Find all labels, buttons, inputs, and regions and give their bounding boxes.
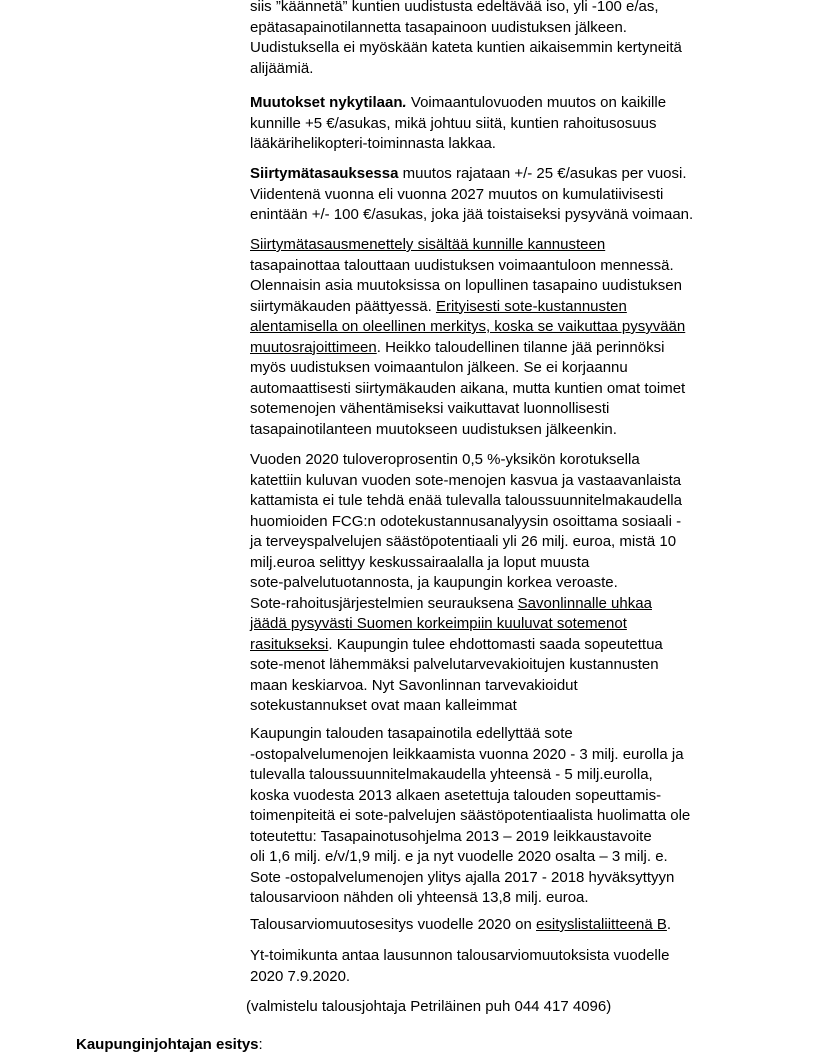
text-line: enintään +/- 100 €/asukas, joka jää toistaiseksi pysyvänä voimaan.	[250, 206, 694, 223]
text-line: Uudistuksella ei myöskään kateta kuntien aikaisemmin kertyneitä	[250, 39, 682, 56]
text-fragment: . Kaupungin tulee ehdottomasti saada sopeutettua	[328, 635, 663, 653]
underlined-text: Savonlinnalle uhkaa	[517, 594, 652, 612]
text-line	[250, 297, 730, 318]
heading-colon: :	[258, 1036, 263, 1053]
heading-bold: Kaupunginjohtajan esitys	[76, 1036, 259, 1053]
preparer-note: (valmistelu talousjohtaja Petriläinen puh 044 417 4096)	[246, 998, 612, 1015]
text-line: milj.euroa selittyy keskussairaalalla ja loput muusta	[250, 553, 590, 571]
text-line: koska vuodesta 2013 alkaen asetettuja talouden sopeuttamis-	[250, 786, 662, 804]
text-line: tulevalla taloussuunnitelmakaudella yhteensä - 5 milj.eurolla,	[250, 766, 653, 783]
underlined-line: jäädä pysyvästi Suomen korkeimpiin kuuluvat sotemenot	[250, 615, 627, 632]
underlined-text: Erityisesti sote-kustannusten	[435, 297, 627, 315]
paragraph-tax-rate	[250, 450, 730, 717]
text-line: -ostopalvelumenojen leikkaamista vuonna 2020 - 3 milj. eurolla ja	[250, 745, 684, 763]
bold-lead: Muutokset nykytilaan	[250, 94, 403, 111]
text-line: maan keskiarvoa. Nyt Savonlinnan tarvevakioidut	[250, 676, 578, 694]
text-line: huomioiden FCG:n odotekustannusanalyysin osoittama sosiaali -	[250, 512, 682, 530]
section-heading	[76, 1035, 263, 1056]
text-fragment: . Heikko taloudellinen tilanne jää perinnöksi	[376, 338, 665, 356]
text-line	[250, 164, 730, 185]
text-line	[250, 594, 730, 615]
text-line	[250, 635, 730, 656]
bold-lead: Siirtymätasauksessa	[250, 165, 399, 182]
text-fragment: siirtymäkauden päättyessä.	[250, 297, 436, 315]
paragraph-purchase-cuts	[250, 724, 730, 909]
text-line: talousarvioon nähden oli yhteensä 13,8 milj. euroa.	[250, 889, 589, 906]
text-fragment: Sote-rahoitusjärjestelmien seurauksena	[250, 594, 518, 612]
paragraph-transition-adjustment	[250, 164, 730, 226]
paragraph-current-changes	[250, 93, 730, 155]
text-line	[250, 93, 730, 114]
underlined-text: rasitukseksi	[250, 635, 329, 653]
text-line: Vuoden 2020 tuloveroprosentin 0,5 %-yksikön korotuksella	[250, 451, 640, 468]
underlined-line: Siirtymätasausmenettely sisältää kunnille kannusteen	[250, 236, 606, 253]
underlined-line: alentamisella on oleellinen merkitys, koska se vaikuttaa pysyvään	[250, 318, 686, 335]
text-line: ja terveyspalvelujen säästöpotentiaali yli 26 milj. euroa, mistä 10	[250, 533, 677, 550]
text-line: oli 1,6 milj. e/v/1,9 milj. e ja nyt vuodelle 2020 osalta – 3 milj. e.	[250, 848, 668, 865]
text-line: kunnille +5 €/asukas, mikä johtuu siitä, kuntien rahoitusosuus	[250, 114, 657, 132]
bold-italic-dot: .	[402, 94, 407, 111]
text-line: sotekustannukset ovat maan kalleimmat	[250, 697, 517, 714]
text-line: tasapainottaa talouttaan uudistuksen voimaantuloon mennessä.	[250, 256, 674, 274]
paragraph-statement	[250, 946, 730, 987]
text-fragment: muutos rajataan +/- 25 €/asukas per vuosi.	[398, 165, 687, 182]
text-line: automaattisesti siirtymäkauden aikana, mutta kuntien omat toimet	[250, 379, 686, 397]
paragraph-incentive	[250, 235, 730, 440]
text-line: lääkärihelikopteri-toiminnasta lakkaa.	[250, 135, 496, 152]
text-line: Olennaisin asia muutoksissa on lopullinen tasapaino uudistuksen	[250, 277, 682, 294]
text-line: toimenpiteitä ei sote-palvelujen säästöpotentiaalista huolimatta ole	[250, 807, 691, 824]
text-fragment: .	[666, 916, 672, 933]
text-line: toteutettu: Tasapainotusohjelma 2013 – 2019 leikkaustavoite	[250, 827, 652, 845]
text-line: katettiin kuluvan vuoden sote-menojen kasvua ja vastaavanlaista	[250, 471, 682, 489]
text-line: sotemenojen vähentämiseksi vaikuttavat luonnollisesti	[250, 400, 610, 417]
paragraph-budget-proposal	[250, 915, 730, 936]
text-line	[250, 338, 730, 359]
text-line: kattamista ei tule tehdä enää tulevalla taloussuunnitelmakaudella	[250, 492, 682, 509]
text-line: 2020 7.9.2020.	[250, 967, 351, 985]
underlined-text: muutosrajoittimeen	[250, 338, 377, 356]
text-line: tasapainotilanteen muutokseen uudistuksen jälkeenkin.	[250, 420, 617, 438]
text-line	[250, 915, 730, 936]
text-line: Sote -ostopalvelumenojen ylitys ajalla 2017 - 2018 hyväksyttyyn	[250, 868, 675, 886]
paragraph-transition-deficit	[250, 0, 730, 79]
text-line: sote-menot lähemmäksi palvelutarvevakioitujen kustannusten	[250, 656, 659, 673]
text-line: Yt-toimikunta antaa lausunnon talousarviomuutoksista vuodelle	[250, 947, 670, 964]
text-line: myös uudistuksen voimaantulon jälkeen. Se ei korjaannu	[250, 359, 628, 376]
text-fragment: Talousarviomuutosesitys vuodelle 2020 on	[250, 916, 537, 933]
text-fragment: Voimaantulovuoden muutos on kaikille	[406, 94, 667, 111]
text-line: Viidentenä vuonna eli vuonna 2027 muutos on kumulatiivisesti	[250, 185, 664, 203]
text-line: epätasapainotilannetta tasapainoon uudistuksen jälkeen.	[250, 18, 627, 36]
text-line: alijäämiä.	[250, 59, 314, 77]
text-line: siis ”käännetä” kuntien uudistusta edeltävää iso, yli -100 e/as,	[250, 0, 659, 15]
attachment-b-link[interactable]: esityslistaliitteenä B	[536, 916, 667, 933]
text-line: Kaupungin talouden tasapainotila edellyttää sote	[250, 725, 573, 742]
text-line: sote-palvelutuotannosta, ja kaupungin korkea veroaste.	[250, 574, 618, 591]
